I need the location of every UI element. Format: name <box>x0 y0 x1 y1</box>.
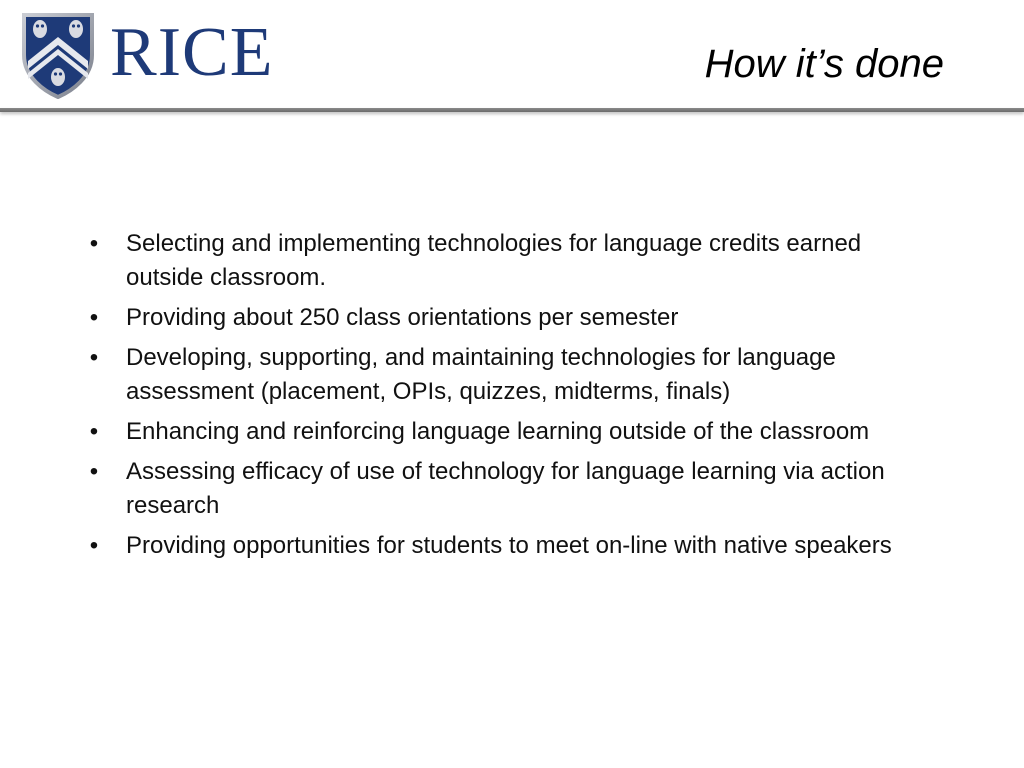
bullet-item <box>84 529 924 563</box>
header-divider <box>0 108 1024 112</box>
bullet-item <box>84 227 924 295</box>
bullet-item <box>84 415 924 449</box>
bullet-item <box>84 301 924 335</box>
bullet-text: Selecting and implementing technologies for language credits earned outside classroom. <box>126 230 862 291</box>
bullet-text: Providing opportunities for students to meet on-line with native speakers <box>126 532 892 559</box>
slide-title: How it’s done <box>704 42 944 86</box>
bullet-text: Assessing efficacy of use of technology for language learning via action research <box>126 458 885 519</box>
bullet-glyph: • <box>89 230 99 257</box>
slide-header <box>0 0 1024 110</box>
bullet-text: Providing about 250 class orientations per semester <box>126 304 679 331</box>
bullet-glyph: • <box>89 418 99 445</box>
bullet-item <box>84 455 924 523</box>
bullet-text: Enhancing and reinforcing language learning outside of the classroom <box>126 418 870 445</box>
bullet-glyph: • <box>89 532 99 559</box>
rice-owl-shield-icon <box>20 11 96 99</box>
bullet-glyph: • <box>89 304 99 331</box>
bullet-glyph: • <box>89 458 99 485</box>
bullet-text: Developing, supporting, and maintaining technologies for language assessment (placement, OPIs, quizzes, midterms, finals) <box>126 344 836 405</box>
rice-logo-wordmark: RICE <box>110 14 274 91</box>
bullet-list <box>84 227 924 569</box>
bullet-glyph: • <box>89 344 99 371</box>
bullet-item <box>84 341 924 409</box>
